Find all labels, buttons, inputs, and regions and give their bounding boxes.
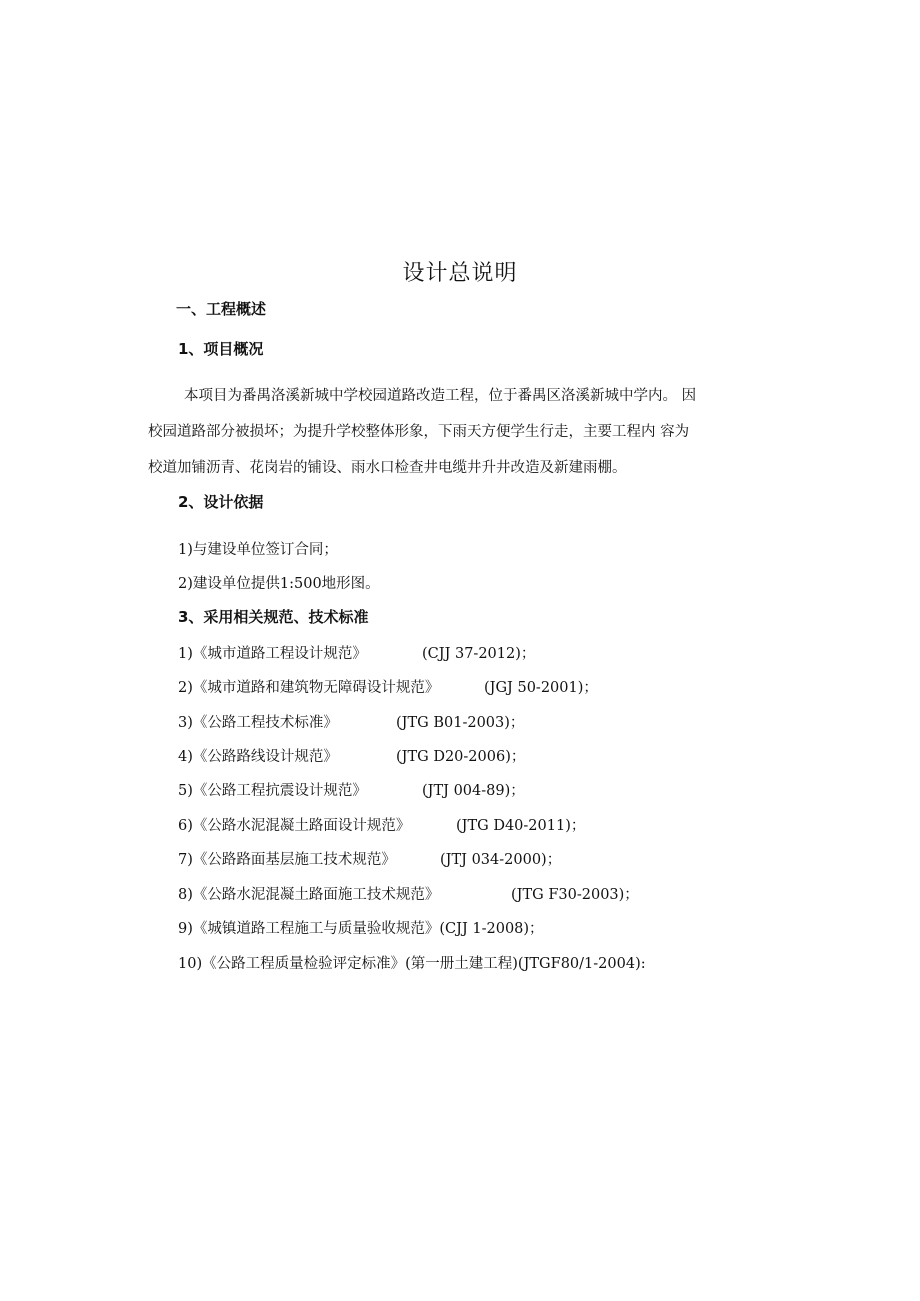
standard-item <box>178 814 658 834</box>
standard-name: 8)《公路水泥混凝土路面施工技术规范》 <box>178 887 440 903</box>
standard-code: (JTJ 034-2000)； <box>440 852 562 868</box>
document-title: 设计总说明 <box>402 261 518 286</box>
standard-name: 4)《公路路线设计规范》 <box>178 749 338 765</box>
project-description-paragraph <box>148 378 708 486</box>
standard-item <box>178 676 658 696</box>
standard-code: (JTG D20-2006)； <box>396 749 526 765</box>
standard-item <box>178 745 658 765</box>
standard-item <box>178 711 658 731</box>
subsection-heading-project: 1、项目概况 <box>178 340 264 358</box>
basis-item: 2)建设单位提供1:500地形图。 <box>178 576 380 592</box>
standard-code: (JTJ 004-89)； <box>422 783 525 799</box>
paragraph-line: 校园道路部分被损坏；为提升学校整体形象，下雨天方便学生行走，主要工程内 容为 <box>148 424 690 440</box>
standard-name: 5)《公路工程抗震设计规范》 <box>178 783 367 799</box>
standard-item <box>178 779 658 799</box>
standard-code: (JTG B01-2003)； <box>396 715 525 731</box>
standard-name: 6)《公路水泥混凝土路面设计规范》 <box>178 818 411 834</box>
standard-name: 1)《城市道路工程设计规范》 <box>178 646 367 662</box>
paragraph-line: 校道加铺沥青、花岗岩的铺设、雨水口检查井电缆井升井改造及新建雨棚。 <box>148 460 627 476</box>
basis-item: 1)与建设单位签订合同； <box>178 542 338 558</box>
standard-item <box>178 848 658 868</box>
subsection-heading-standards: 3、采用相关规范、技术标准 <box>178 608 369 626</box>
standard-code: (JGJ 50-2001)； <box>484 680 598 696</box>
standard-name: 10)《公路工程质量检验评定标准》(第一册土建工程)(JTGF80/1-2004): <box>178 956 646 972</box>
paragraph-line: 本项目为番禺洛溪新城中学校园道路改造工程，位于番禺区洛溪新城中学内。 因 <box>184 388 697 404</box>
subsection-heading-basis: 2、设计依据 <box>178 493 264 511</box>
standard-item <box>178 917 658 937</box>
standard-name: 3)《公路工程技术标准》 <box>178 715 338 731</box>
standard-item <box>178 642 658 662</box>
standard-item <box>178 883 658 903</box>
standard-code: (CJJ 37-2012)； <box>422 646 536 662</box>
standard-code: (JTG D40-2011)； <box>456 818 586 834</box>
section-heading-overview: 一、工程概述 <box>176 300 267 318</box>
standard-item <box>178 952 658 972</box>
standard-name: 2)《城市道路和建筑物无障碍设计规范》 <box>178 680 440 696</box>
standard-name: 9)《城镇道路工程施工与质量验收规范》(CJJ 1-2008)； <box>178 921 544 937</box>
standard-name: 7)《公路路面基层施工技术规范》 <box>178 852 396 868</box>
standard-code: (JTG F30-2003)； <box>511 887 639 903</box>
